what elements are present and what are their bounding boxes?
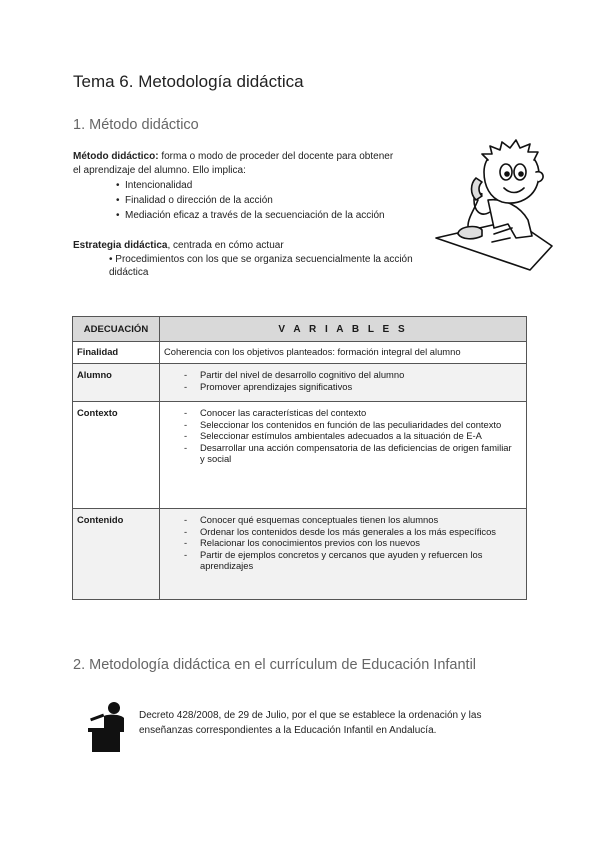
row-label: Alumno: [73, 364, 160, 402]
row-list: [164, 514, 522, 572]
row-text: Coherencia con los objetivos planteados: formación integral del alumno: [160, 342, 527, 364]
speaker-podium-icon: [86, 700, 126, 752]
table-row: [73, 364, 527, 402]
list-item: - Ordenar los contenidos desde los más generales a los más específicos: [164, 526, 522, 538]
table-header-row: [73, 317, 527, 342]
boy-on-phone-illustration: [434, 138, 554, 273]
variables-table: [72, 316, 527, 600]
metodo-description: forma o modo de proceder del docente para obtener el aprendizaje del alumno. Ello implica:: [73, 151, 394, 176]
table-row: [73, 509, 527, 600]
decreto-text: Decreto 428/2008, de 29 de Julio, por el que se establece la ordenación y las enseñanzas correspondientes a la Educación Infantil en Andalucía.: [139, 710, 482, 736]
section-2-heading: 2. Metodología didáctica en el currículum de Educación Infantil: [73, 657, 477, 673]
header-adecuacion: ADECUACIÓN: [73, 317, 160, 342]
list-item: • Mediación eficaz a través de la secuenciación de la acción: [117, 208, 403, 223]
row-label: Contexto: [73, 402, 160, 509]
estrategia-definition: [73, 239, 418, 280]
header-variables: V A R I A B L E S: [160, 317, 527, 342]
row-list: [164, 407, 522, 465]
row-label: Contenido: [73, 509, 160, 600]
list-item: - Seleccionar los contenidos en función de las peculiaridades del contexto: [164, 419, 522, 431]
section-1-heading: 1. Método didáctico: [73, 117, 199, 133]
row-label: Finalidad: [73, 342, 160, 364]
list-item: - Conocer las características del contexto: [164, 407, 522, 419]
metodo-list: [73, 178, 403, 223]
list-item: - Partir del nivel de desarrollo cognitivo del alumno: [164, 369, 522, 381]
table-row: [73, 402, 527, 509]
list-item: - Partir de ejemplos concretos y cercanos que ayuden y refuercen los aprendizajes: [164, 549, 522, 572]
table-row: [73, 342, 527, 364]
list-item: - Relacionar los conocimientos previos con los nuevos: [164, 537, 522, 549]
list-item: - Conocer qué esquemas conceptuales tienen los alumnos: [164, 514, 522, 526]
list-item: - Seleccionar estímulos ambientales adecuados a la situación de E-A: [164, 430, 522, 442]
metodo-term: Método didáctico:: [73, 151, 159, 162]
page-title: Tema 6. Metodología didáctica: [73, 72, 304, 91]
list-item: - Promover aprendizajes significativos: [164, 381, 522, 393]
estrategia-bullet: • Procedimientos con los que se organiza secuencialmente la acción didáctica: [109, 253, 413, 278]
estrategia-term: Estrategia didáctica: [73, 240, 168, 251]
estrategia-description: , centrada en cómo actuar: [167, 240, 284, 251]
list-item: • Finalidad o dirección de la acción: [117, 193, 403, 208]
list-item: - Desarrollar una acción compensatoria de las deficiencias de origen familiar y social: [164, 442, 522, 465]
list-item: • Intencionalidad: [117, 178, 403, 193]
row-list: [164, 369, 522, 392]
metodo-definition: [73, 150, 403, 223]
